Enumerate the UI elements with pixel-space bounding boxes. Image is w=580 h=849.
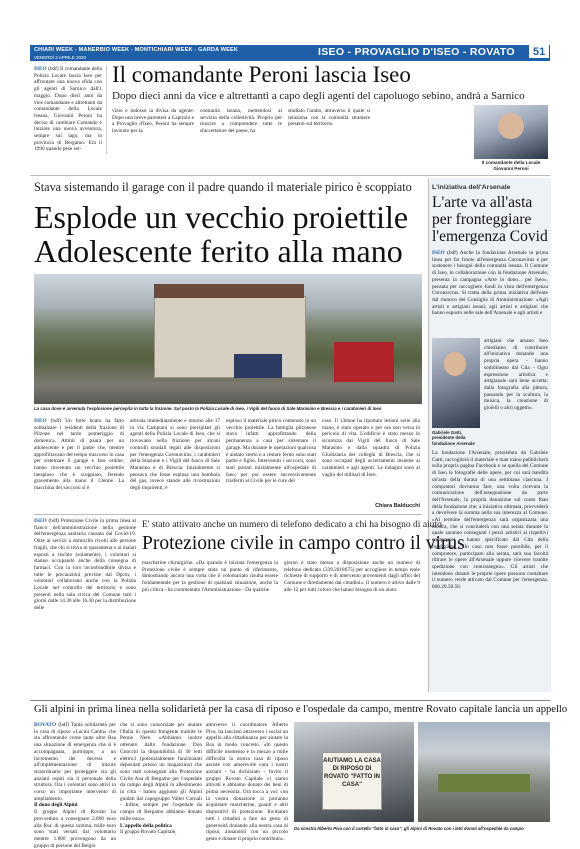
article2-kicker: Stava sistemando il garage con il padre quando il materiale pirico è scoppiato [34,180,412,194]
article2-author: Chiara Balducchi [375,503,420,509]
article2-col3: esploso il materiale pirico contenuto in un vecchio proiettile. La famiglia pilzonese stava infatti approfittando della permanenza a casa per sistemare il garage. Ma durante le operazioni qualcosa è andato storto e a restare ferito sono stati padre e figlio. Intervenuti i soccorsi, sono stati portati inizialmente all'ospedale di Iseo, per poi essere successivamente trasferiti al Civile per le cure del [226,418,316,485]
article5-photo-caption: Da sinistra Alberto Piva con il cartello "fatto in casa"; gli Alpini di Rovato con i letti donati all'ospedale da campo [294,826,524,831]
page-number: 51 [528,45,549,58]
article4-kicker: E' stato attivato anche un numero di telefono dedicato a chi ha bisogno di aiuto [142,520,442,530]
article3-headline: L'arte va all'asta per fronteggiare l'emergenza Covid [432,194,548,245]
article2-headline-line2: Adolescente ferito alla mano [34,233,403,269]
article5-col1: ROVATO (bdf) Tanta solidarietà per la casa di riposo «Lucini Cantù» che sta affrontando come tante altre Rsa una situazione di emergenza che si è accompagnata, purtroppo, a un incremento dei decessi e all'implementazione di misure straordinarie per proteggere sia gli anziani ospiti sia il personale della struttura. Ora i volontari sono attivi in corso un importante intervento di ampliamento. Il dono degli Alpini Il gruppo Alpini di Rovato ha provveduto a consegnare 2.800 euro alla Rsa: di questa somma, mille euro sono stati versati dal volontario mentre 1.800 provengono da un gruppo di persone del Belgio [34,722,116,849]
article3-photo-caption: Gabriele Gatti, presidente della fondazione Arsenale [432,430,475,446]
article4-headline: Protezione civile in campo contro il virus [142,533,465,554]
section-divider [30,700,550,701]
article1-photo-caption: Il comandante della Locale Giovanni Peroni [481,160,541,171]
article2-photo-caption: La casa dove è avvenuta l'esplosione percepita in tutta la frazione. Sul posto la Polizia Locale di Iseo, i Vigili del fuoco di Sale Marasino e Brescia e i carabinieri di Iseo [34,406,382,411]
article3-text1: ISEO (bdf) Anche la fondazione Arsenale in prima linea per far fronte all'emergenza Coronavirus e per sostenere i bisogni della comunità iseana. Il Comune di Iseo, in collaborazione con la fondazione Arsenale, presenta la campagna «Arte in dono... per Iseo», pensata per raccogliere fondi in vista dell'emergenza Coronavirus. Si tratta della prima iniziativa dell'ente dal rinnovo del Consiglio di Amministrazione. «Agli artisti e artigiani iseani, agli artisti e artigiani che hanno esposto nelle sale dell'Arsenale e agli artisti e [432,250,548,317]
article5-headline: Gli alpini in prima linea nella solidarietà per la casa di riposo e l'ospedale da campo, mentre Rovato capitale lancia un appello [34,704,568,715]
article3-photo [432,338,480,428]
section-title: ISEO - PROVAGLIO D'ISEO - ROVATO [318,46,515,58]
article2-headline-line1: Esplode un vecchio proiettile [34,199,409,235]
article4-col1: ISEO (bdf) Protezione Civile in prima linea al fianco dell'amministrazione nella gestione dell'emergenza sanitaria causata dal Covid-19. Oltre ai servizi a domicilio rivolti alle persone fragili, che chi si trova in quarantena o ai malati esposti a rischio (solamente), i volontari si stanno occupando anche della consegna di farmaci. Con la loro inconfondibile divisa e tutte le precauzioni previste dal Dpcm, i volontari collaborano anche con la Polizia Locale nel controllo del territorio e sono presenti nella sala civica del Comune tutti i giorni dalle 14.30 alle 16.30 per la distribuzione delle [34,518,136,612]
alpini-group-illustration [438,774,530,792]
portrait-face [444,352,466,376]
article1-headline: Il comandante Peroni lascia Iseo [112,62,411,87]
article1-col4: studiato l'arabo, attraverso il quale si relaziona con la comunità straniere presenti sul territorio. [288,108,370,128]
article2-col4: caso. Il 13enne ha riportato lesioni serie alla mano, è stato operato e per ora non versa in pericolo di vita. L'edificio è stato messo in sicurezza dai Vigili del fuoco di Sale Marasino e dalla squadra di Polizia Giudiziaria dei colleghi di Brescia, che si sono occupati degli accertamenti insieme ai carabinieri e agli agenti. Le indagini sono al vaglio dei militari di Iseo. [322,418,420,478]
article5-photo-right [418,722,550,822]
police-car-illustration [234,354,282,378]
article2-col2: attivata immediatamente e intorno alle 17 in via Campiani si sono precipitati gli agenti della Polizia Locale di Iseo, che si trovavano nella frazione per alcuni controlli stradali legati alle disposizioni per l'emergenza Coronavirus, i carabinieri della Stazione e i Vigili del fuoco di Sale Marasino e di Brescia. Inizialmente si pensava che fosse esplosa una bombola del gas, invece stando alle ricostruzioni degli inquirenti, è [130,418,220,492]
article3-text-wrap: artigiani che amano Iseo chiediamo di contribuire all'iniziativa donando una propria opera - hanno sottolineato dal Cda - Ogni espressione artistica e artigianale sarà bene accetta: dalla fotografia alla pittura, passando per la scultura, la musica, la creazione di gioielli o altri oggetti». [484,338,548,412]
article5-col2: che si sono consorziate per aiutare l'Italia in questo frangente tramite le Penne Nere. «Abbiamo inoltre ottenuto dalla fondazione Don Gnocchi la disponibilità di 30 letti elettrici (potenzialmente funzionanti depositati presso un magazzino) che sono stati consegnati alla Protezione Civile Ana di Bergamo per l'ospedale da campo degli Alpini in allestimento in città - hanno aggiunto gli Alpini guidati dal capogruppo Valter Cornali - Infine, sempre per l'ospedale da campo di Bergamo abbiamo donato mille euro». L'appello della politica Il gruppo Rovato Capitale, [120,722,202,836]
roof-illustration [154,284,304,298]
fire-truck-illustration [334,342,394,382]
article5-photo-left [294,722,414,822]
article1-photo [474,105,548,159]
article2-photo [34,274,422,404]
weekly-titles: CHIARI WEEK - MANERBIO WEEK - MONTICHIARI WEEK - GARDA WEEK [34,47,239,53]
issue-date: VENERDÌ 3 APRILE 2020 [34,55,87,60]
article1-subheadline: Dopo dieci anni da vice e altrettanti a capo degli agenti del capoluogo sebino, andrà a Sarnico [112,90,525,102]
column-divider [106,66,107,154]
house-illustration [154,296,306,378]
article4-col3: giorno è stato messo a disposizione anche un numero di telefono dedicato (339.2018675) per accogliere in tempo reale richieste di supporto e di intervento provenienti dagli uffici del Comune e direttamente dai cittadini». Il numero è attivo dalle 9 alle 12 per tutti coloro che hanno bisogno di un aiuto. [284,560,420,593]
article1-lead: ISEO (bdf) Il comandante della Polizia Locale lascia Iseo per affrontare una nuova sfida con gli agenti di Sarnico dall'1 maggio. Dopo dieci anni da vice comandante e altrettanti da comandante della Locale Iseana, Giovanni Peroni ha deciso di cambiare Comando e iniziare una nuova avventura, sempre sul lago, ma in provincia di Bergamo. Era il 1990 quando pese ser- [34,66,102,153]
article5-col3: attraverso il coordinatore Alberto Piva, ha lanciato attraverso i social un appello alla cittadinanza per aiutare la Rsa in modo concreto. «In questo difficile momento e in mezzo a mille difficoltà la nostra casa di riposo assiste con amorevole cura i nostri anziani - ha dichiarato - Invito il gruppo Rovato Capitale ci siamo attivati e abbiamo donato dei beni di prima necessità. Ora tocca a voi: con la vostra donazione si potranno acquistare mascherine, guanti e altri dispositivi di protezione. Invitiamo tutti i cittadini a fare un gesto di generosità donando alla nostra casa di riposo, aiutandoli con un piccolo gesto e donare il proprio contributo». [206,722,288,842]
article1-col2: vizio e indossò la divisa da agente. Dopo una breve parentesi a Capriolo e a Provaglio d'Iseo, Peroni ha sempre lavorato per la [112,108,194,135]
article2-col1: ISEO (bdf) Un forte boato ha fatto sobbalzare i residenti della frazione di Pilzone nel tardo pomeriggio di domenica. Attimi di paura per un adolescente e per il padre che, mentre approfittavano del tempo trascorso in casa per sistemare il garage e fare ordine, hanno rinvenuto un vecchio proiettile inesploso che è scoppiato, ferendo gravemente alla mano il 13enne. La macchina dei soccorsi si è [34,418,124,492]
sign-board: AIUTIAMO LA CASA DI RIPOSO DI ROVATO "FATTO IN CASA" [322,752,382,810]
article4-col2: mascherine chirurgiche. «Da quando è iniziata l'emergenza la Protezione civile è sempre stata un punto di riferimento, dimostrando ancora una volta che il volontariato risulta essere fondamentale per la gestione di qualsiasi situazione, anche la più critica - ha commentato l'Amministrazione - Da qualche [142,560,278,593]
section-divider [34,514,422,515]
article3-kicker: L'iniziativa dell'Arsenale [432,184,511,191]
article1-col3: comunità iseana, mettendosi al servizio della collettività. Proprio per riuscire a comprendere tutte le sfaccettature del paese, ha [200,108,282,135]
article3-text2: La fondazione l'Arsenale, presieduta da Gabriele Gatti, raccoglierà il materiale e man mano pubblicherà sulla propria pagina Facebook e su quella del Comune di Iseo le fotografie delle opere, per cui sarà bandita un'asta della durata di una settimana ciascuna. I compratori dovranno fare, una volta ricevuta la comunicazione dell'assegnazione da parte dell'Arsenale, la propria donazione sul conto Iban della fondazione che, a iniziativa ultimata, provvederà a devolvere la somma nella sua interezza al Comune. «Al termine dell'emergenza sarà organizzata una mostra, che si concluderà con una serata durante la quale saranno consegnati i pezzi artistici ai rispettivi compratori - hanno specificato dal Cda della fondazione - In caso non fosse possibile, per il compratore, partecipare alla serata, sarà sua facoltà ritirare le opere all'Arsenale oppure ricevere tramite spedizione con contrassegno». Gli artisti che intendono donare le proprie opere possono contattare il numero verde attivato dal Comune per l'emergenza, 800.20.58.58. [432,450,548,591]
section-divider [30,175,550,176]
portrait-face [498,113,524,139]
